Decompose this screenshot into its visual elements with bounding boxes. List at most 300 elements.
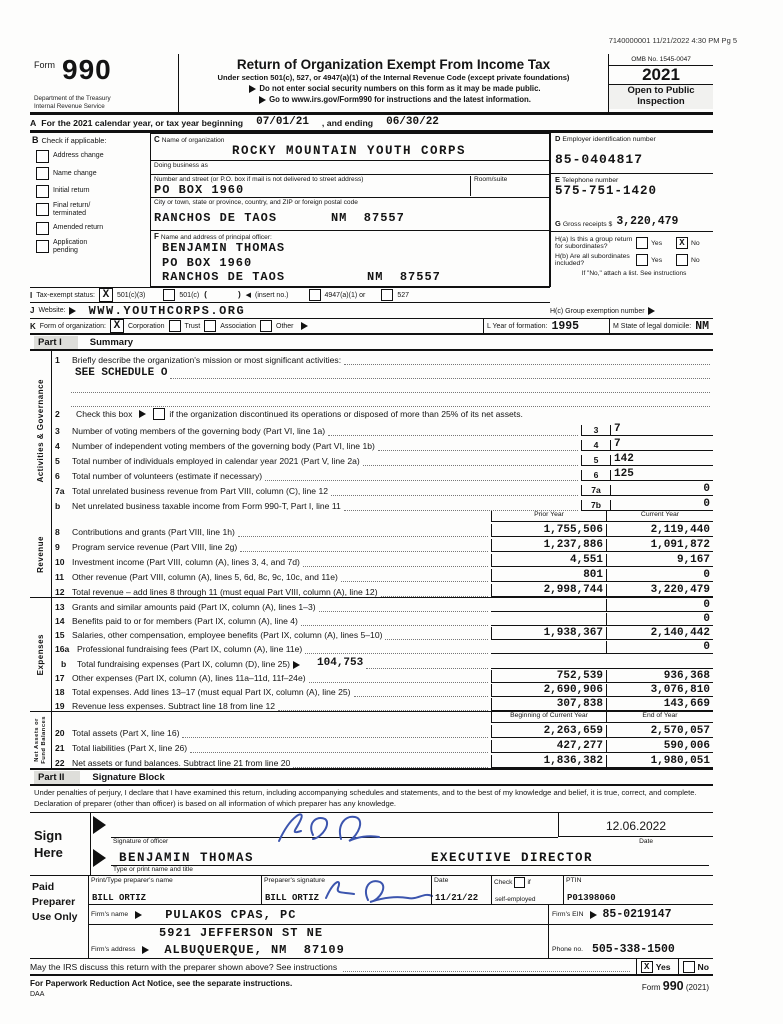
- preparer-row-1: [89, 876, 713, 905]
- domicile-field[interactable]: NM: [695, 319, 710, 333]
- mission-blank-row: [55, 393, 713, 407]
- city-row: [151, 197, 549, 230]
- current-value: 0: [606, 613, 713, 626]
- mission-blank-row: [55, 379, 713, 393]
- governance-section: [30, 351, 713, 511]
- application-pending-option: [36, 239, 150, 254]
- row-a-text2: , and ending: [321, 118, 374, 128]
- dotted-leader: [71, 397, 710, 407]
- room-suite-label: Room/suite: [474, 176, 508, 183]
- ptin-label: PTIN: [566, 877, 582, 884]
- status-501c3-label: 501(c)(3): [116, 291, 146, 299]
- mission-value-row: [55, 365, 713, 379]
- current-value: 0: [606, 641, 713, 654]
- prior-value: 1,237,886: [491, 539, 606, 552]
- room-suite-cell: [470, 176, 546, 196]
- option-label: Address change: [53, 152, 104, 160]
- org-name-label: [154, 135, 546, 144]
- department-lines: [34, 95, 111, 110]
- dotted-leader: [238, 527, 488, 537]
- summary-row-4: [55, 436, 713, 451]
- sign-here-block: [30, 813, 713, 876]
- hb-row: [555, 253, 713, 267]
- paid-preparer-main: [89, 876, 713, 958]
- dotted-leader: [319, 602, 488, 612]
- option-label: Final return/ terminated: [53, 202, 91, 217]
- summary-row-6: [55, 466, 713, 481]
- insert-no-paren: ( ): [203, 290, 242, 300]
- final-return-option: [36, 202, 150, 217]
- hb-no-label: No: [691, 256, 700, 264]
- dotted-leader: [354, 687, 489, 697]
- expenses-content: [52, 598, 713, 711]
- preparer-date-label: Date: [434, 877, 449, 884]
- c-prefix: C: [154, 135, 160, 144]
- telephone-box: [550, 173, 713, 197]
- net-assets-label-1: Net Assets or: [33, 718, 40, 762]
- firm-name-value: PULAKOS CPAS, PC: [165, 907, 297, 922]
- dba-label: Doing business as: [154, 162, 208, 169]
- dotted-leader: [301, 616, 488, 626]
- ptin-cell[interactable]: [563, 876, 657, 904]
- association-checkbox[interactable]: [204, 320, 216, 332]
- tax-year-row: [30, 115, 713, 133]
- prior-value: 1,755,506: [491, 524, 606, 537]
- arrow-icon: [135, 911, 142, 919]
- dotted-leader: [71, 383, 710, 393]
- form-number: 990: [62, 54, 112, 85]
- fundraising-expenses-value: 104,753: [317, 657, 364, 669]
- line-label: Total fundraising expenses (Part IX, column (D), line 25): [77, 659, 291, 669]
- arrow-icon: [648, 307, 655, 315]
- group-exemption-cell: [550, 307, 713, 315]
- line-value: 7: [611, 423, 713, 436]
- arrow-icon: [69, 307, 76, 315]
- corporation-checkbox[interactable]: X: [110, 319, 124, 333]
- line-label: Program service revenue (Part VIII, line 2g): [72, 542, 238, 552]
- line-label: Benefits paid to or for members (Part IX, column (A), line 4): [72, 616, 298, 626]
- dotted-leader: [344, 355, 710, 365]
- dotted-leader: [378, 441, 578, 451]
- preparer-row-2: [89, 905, 713, 925]
- summary-row-16b: [55, 654, 713, 669]
- line-label: Total number of individuals employed in calendar year 2021 (Part V, line 2a): [72, 456, 360, 466]
- summary-row-17: [55, 669, 713, 683]
- f-label-text: Name and address of principal officer:: [160, 234, 272, 241]
- part2-label: Part II: [34, 771, 80, 784]
- line-number: 7a: [55, 486, 65, 496]
- current-value: 2,119,440: [606, 524, 713, 537]
- check-if-applicable-box: [30, 133, 150, 287]
- revenue-sidebar: [30, 511, 52, 597]
- status-501c-label: 501(c): [179, 291, 200, 299]
- expenses-sidebar: [30, 598, 52, 711]
- summary-row-16a: [55, 640, 713, 654]
- arrow-icon: [590, 911, 597, 919]
- option-label: Initial return: [53, 187, 90, 195]
- line-number: 14: [55, 616, 65, 626]
- prior-value: 307,838: [491, 698, 606, 711]
- box-b-label: Check if applicable:: [41, 136, 107, 145]
- omb-number: OMB No. 1545-0047: [609, 54, 713, 66]
- yes-label: Yes: [655, 961, 671, 972]
- year-column-headers: [55, 511, 713, 522]
- discuss-no-cell: [678, 959, 713, 974]
- option-label: Name change: [53, 169, 97, 177]
- trust-checkbox[interactable]: [169, 320, 181, 332]
- line-number-box: 6: [581, 470, 611, 481]
- address-change-option: [36, 150, 150, 163]
- may-discuss-row: [30, 959, 713, 976]
- officer-address-field[interactable]: PO BOX 1960: [162, 255, 253, 270]
- summary-row-14: [55, 612, 713, 626]
- discontinued-pre-text: Check this box: [76, 409, 133, 419]
- firm-address-label: Firm's address: [91, 946, 136, 953]
- self-employed-label: self-employed: [495, 896, 536, 903]
- line-label: Net unrelated business taxable income from Form 990-T, Part I, line 11: [72, 501, 341, 511]
- line-number: 21: [55, 743, 65, 753]
- arrow-icon: [249, 85, 256, 93]
- line-number-box: 5: [581, 455, 611, 466]
- line-label: Professional fundraising fees (Part IX, column (A), line 11e): [77, 644, 303, 654]
- address-change-checkbox[interactable]: [36, 150, 49, 163]
- bullet-2-text: Go to www.irs.gov/Form990 for instructions and the latest information.: [269, 95, 531, 104]
- line-label: Total number of volunteers (estimate if necessary): [72, 471, 263, 481]
- dotted-leader: [341, 572, 488, 582]
- org-name-field[interactable]: ROCKY MOUNTAIN YOUTH CORPS: [232, 144, 467, 158]
- dotted-leader: [293, 758, 488, 768]
- date-label: Date: [639, 838, 653, 845]
- prior-year-header: Prior Year: [491, 511, 606, 522]
- summary-row-12: [55, 582, 713, 597]
- officer-date-cell[interactable]: [558, 813, 713, 837]
- street-label: Number and street (or P.O. box if mail is not delivered to street address): [154, 176, 364, 183]
- preparer-name-cell[interactable]: [89, 876, 261, 904]
- self-employed-checkbox[interactable]: [514, 877, 525, 888]
- open-line-2: Inspection: [637, 95, 685, 107]
- line-number-box: 3: [581, 425, 611, 436]
- g-prefix: G: [555, 219, 561, 228]
- street-field[interactable]: PO BOX 1960: [154, 183, 245, 197]
- dotted-leader: [303, 557, 488, 567]
- shaded-cell: [491, 668, 606, 669]
- final-return-checkbox[interactable]: [36, 203, 49, 216]
- dotted-leader: [190, 743, 488, 753]
- use-only-word: Use Only: [32, 911, 78, 923]
- prior-value: 2,690,906: [491, 684, 606, 697]
- line-number: 4: [55, 441, 60, 451]
- status-501c3-checkbox[interactable]: X: [99, 288, 113, 302]
- officer-signature: [261, 805, 421, 849]
- form-header: [30, 54, 713, 115]
- dotted-leader: [366, 659, 488, 669]
- website-url[interactable]: WWW.YOUTHCORPS.ORG: [88, 303, 246, 318]
- ha-yes-label: Yes: [651, 239, 663, 247]
- entity-info-grid: [30, 133, 713, 333]
- may-discuss-text: May the IRS discuss this return with the preparer shown above? See instructions: [30, 961, 338, 972]
- discontinued-checkbox[interactable]: [153, 408, 165, 420]
- summary-row-5: [55, 451, 713, 466]
- line-number: 19: [55, 701, 65, 711]
- d-prefix: D: [555, 134, 561, 143]
- current-value: 143,669: [606, 698, 713, 711]
- amended-return-checkbox[interactable]: [36, 222, 49, 235]
- header-bullet-1: [179, 84, 608, 93]
- status-4947-checkbox[interactable]: [309, 289, 321, 301]
- firm-street-value: 5921 JEFFERSON ST NE: [159, 926, 324, 940]
- line-label: Other expenses (Part IX, column (A), lines 11a–11d, 11f–24e): [72, 673, 306, 683]
- line-number: 15: [55, 630, 65, 640]
- line-value: 0: [611, 483, 713, 496]
- mission-label-row: [55, 351, 713, 365]
- firm-name-cell[interactable]: [89, 908, 548, 922]
- dotted-leader: [363, 456, 578, 466]
- domicile-label: M State of legal domicile:: [613, 322, 692, 330]
- line-number: 8: [55, 527, 60, 537]
- prior-value: 1,938,367: [491, 627, 606, 640]
- group-return-box: [550, 231, 713, 287]
- option-label: Application pending: [53, 239, 88, 254]
- trust-label: Trust: [184, 322, 201, 330]
- header-bullet-2: [179, 95, 608, 104]
- website-label: Website:: [38, 307, 66, 314]
- line-number: 22: [55, 758, 65, 768]
- net-column-headers: [55, 712, 713, 723]
- current-value: 3,220,479: [606, 584, 713, 597]
- begin-date-field[interactable]: 07/01/21: [256, 116, 309, 128]
- ha-row: [555, 236, 713, 250]
- amended-return-option: [36, 222, 150, 235]
- arrow-icon: [301, 322, 308, 330]
- phone-cell[interactable]: [548, 941, 713, 958]
- tax-exempt-status-row: [30, 287, 550, 303]
- officer-city-field[interactable]: RANCHOS DE TAOS NM 87557: [162, 270, 441, 284]
- dotted-leader: [265, 471, 578, 481]
- line-label: Grants and similar amounts paid (Part IX, column (A), lines 1–3): [72, 602, 316, 612]
- governance-content: [52, 351, 713, 511]
- ha-no-label: No: [691, 239, 700, 247]
- telephone-field[interactable]: 575-751-1420: [555, 184, 658, 198]
- firm-name-label: Firm's name: [91, 911, 129, 918]
- form-header-left: [30, 54, 178, 112]
- formation-year-field[interactable]: 1995: [551, 319, 580, 333]
- gross-receipts-box: [550, 197, 713, 231]
- org-type-options: [30, 319, 483, 333]
- part1-label: Part I: [34, 336, 78, 349]
- officer-box-label: [154, 232, 546, 241]
- line-number: b: [61, 659, 67, 669]
- row-a-text1: For the 2021 calendar year, or tax year beginning: [41, 118, 244, 128]
- ein-field[interactable]: 85-0404817: [555, 152, 644, 167]
- paid-preparer-label: [30, 876, 89, 958]
- box-b-prefix: B: [32, 135, 39, 145]
- j-prefix: J: [30, 306, 35, 315]
- line-number: 18: [55, 687, 65, 697]
- c-label-text: Name of organization: [161, 137, 225, 144]
- name-change-checkbox[interactable]: [36, 167, 49, 180]
- discontinued-row: [55, 407, 713, 421]
- preparer-word: Preparer: [32, 896, 76, 908]
- sign-word: Sign: [34, 828, 63, 843]
- organization-box: [150, 133, 550, 231]
- shaded-cell: [606, 668, 713, 669]
- preparer-row-3: [89, 925, 713, 941]
- hb-yes-checkbox[interactable]: [636, 254, 648, 266]
- tax-year: 2021: [642, 65, 680, 84]
- ptin-value: P01398060: [567, 893, 616, 903]
- current-value: 9,167: [606, 554, 713, 567]
- d-label-text: Employer identification number: [562, 136, 656, 143]
- line-label: Total revenue – add lines 8 through 11 (must equal Part VIII, column (A), line 12): [72, 587, 378, 597]
- initial-return-checkbox[interactable]: [36, 185, 49, 198]
- hb-note: If "No," attach a list. See instructions: [581, 270, 687, 277]
- sign-here-main: [91, 813, 713, 875]
- paid-preparer-block: [30, 876, 713, 959]
- end-value: 2,570,057: [606, 725, 713, 738]
- line-number: 16a: [55, 644, 70, 654]
- footer-form-number: 990: [662, 979, 684, 993]
- sign-here-label: [30, 813, 91, 875]
- summary-row-20: [55, 723, 713, 738]
- year-of-formation-cell: [483, 319, 609, 333]
- line-label: Number of voting members of the governing body (Part VI, line 1a): [72, 426, 326, 436]
- city-field[interactable]: RANCHOS DE TAOS: [154, 211, 278, 225]
- gross-receipts-field[interactable]: 3,220,479: [616, 215, 679, 228]
- line-number: 13: [55, 602, 65, 612]
- line-number: 10: [55, 557, 65, 567]
- open-to-public: [609, 84, 713, 109]
- line-label: Total liabilities (Part X, line 26): [72, 743, 188, 753]
- line-number: 9: [55, 542, 60, 552]
- hb-label: H(b) Are all subordinates included?: [555, 253, 630, 267]
- line-label: Investment income (Part VIII, column (A), lines 3, 4, and 7d): [72, 557, 300, 567]
- preparer-name-label: Print/Type preparer's name: [91, 877, 173, 884]
- preparer-signature-cell[interactable]: [261, 876, 431, 904]
- arrow-icon: [139, 410, 146, 418]
- paid-word: Paid: [32, 881, 55, 893]
- arrow-icon: [293, 661, 300, 669]
- line-label: Total expenses. Add lines 13–17 (must equal Part IX, column (A), line 25): [72, 687, 351, 697]
- ha-yes-checkbox[interactable]: [636, 237, 648, 249]
- insert-no-label: (insert no.): [255, 291, 289, 299]
- status-527-label: 527: [397, 291, 410, 299]
- footer-form-year: (2021): [685, 983, 709, 992]
- part2-header: [30, 768, 713, 786]
- k-prefix: K: [30, 321, 36, 331]
- discontinued-post-text: if the organization discontinued its operations or disposed of more than 25% of its net assets.: [169, 409, 523, 419]
- dept-line-1: Department of the Treasury: [34, 95, 111, 102]
- summary-row-7a: [55, 481, 713, 496]
- line-number-box: 7a: [581, 485, 611, 496]
- officer-sign-date: 12.06.2022: [605, 819, 667, 833]
- form-subtitle: Under section 501(c), 527, or 4947(a)(1) of the Internal Revenue Code (except private foundations): [217, 73, 570, 82]
- officer-printed-name: BENJAMIN THOMAS: [119, 851, 255, 865]
- line-value: 0: [611, 498, 713, 511]
- line-number: 2: [55, 409, 60, 419]
- footer-right: [642, 979, 713, 998]
- city-label: City or town, state or province, country, and ZIP or foreign postal code: [154, 199, 358, 206]
- other-checkbox[interactable]: [260, 320, 272, 332]
- end-date-field[interactable]: 06/30/22: [386, 116, 439, 128]
- org-type-row: [30, 318, 713, 333]
- arrow-icon: [93, 816, 106, 834]
- current-year-header: Current Year: [606, 511, 713, 522]
- line-label: Revenue less expenses. Subtract line 18 from line 12: [72, 701, 276, 711]
- other-label: Other: [276, 322, 294, 330]
- box-b-title: [30, 133, 150, 145]
- end-value: 1,980,051: [606, 755, 713, 768]
- mission-label: Briefly describe the organization's mission or most significant activities:: [72, 355, 342, 365]
- net-assets-label-2: Fund Balances: [40, 716, 47, 764]
- end-of-year-header: End of Year: [606, 712, 713, 723]
- prior-value: 752,539: [491, 670, 606, 683]
- line-value: 7: [611, 438, 713, 451]
- tax-exempt-label: Tax-exempt status:: [36, 291, 95, 299]
- dotted-leader: [240, 542, 488, 552]
- line-number: 20: [55, 728, 65, 738]
- firm-address-cell[interactable]: [89, 943, 548, 957]
- officer-name-field[interactable]: BENJAMIN THOMAS: [162, 241, 286, 255]
- line-label: Total unrelated business revenue from Part VIII, column (C), line 12: [72, 486, 329, 496]
- dept-line-2: Internal Revenue Service: [34, 102, 105, 110]
- current-value: 0: [606, 569, 713, 582]
- prior-value: [491, 653, 606, 654]
- preparer-row-4: [89, 941, 713, 958]
- state-zip-field[interactable]: NM 87557: [330, 211, 405, 225]
- line-number: b: [55, 501, 61, 511]
- dotted-leader: [344, 501, 578, 511]
- revenue-section: [30, 511, 713, 598]
- discuss-yes-checkbox[interactable]: X: [641, 961, 653, 973]
- hb-no-checkbox[interactable]: [676, 254, 688, 266]
- application-pending-checkbox[interactable]: [36, 240, 49, 253]
- gross-receipts-label: [555, 219, 612, 228]
- hc-label: H(c) Group exemption number: [550, 307, 645, 315]
- ein-box: [550, 133, 713, 173]
- mission-value-field[interactable]: SEE SCHEDULE O: [75, 367, 168, 379]
- begin-value: 427,277: [491, 740, 606, 753]
- initial-return-option: [36, 185, 150, 198]
- website-row: [30, 303, 713, 318]
- firm-ein-label: Firm's EIN: [552, 911, 584, 918]
- line-number: 5: [55, 456, 60, 466]
- preparer-date-cell[interactable]: [431, 876, 491, 904]
- end-value: 590,006: [606, 740, 713, 753]
- line-number: 3: [55, 426, 60, 436]
- line-number: 1: [55, 355, 60, 365]
- type-print-label: Type or print name and title: [113, 866, 193, 873]
- status-527-checkbox[interactable]: [381, 289, 393, 301]
- footer-left: [30, 979, 292, 998]
- firm-ein-cell[interactable]: [548, 905, 713, 924]
- preparer-name-value: BILL ORTIZ: [92, 893, 147, 903]
- self-employed-cell: [491, 876, 563, 904]
- dotted-leader: [385, 630, 488, 640]
- ha-no-checkbox[interactable]: X: [676, 237, 688, 249]
- form-word: Form: [34, 60, 55, 70]
- summary-row-10: [55, 552, 713, 567]
- discuss-no-checkbox[interactable]: [683, 961, 695, 973]
- status-501c-checkbox[interactable]: [163, 289, 175, 301]
- net-assets-sidebar: [30, 712, 52, 768]
- dotted-leader: [343, 962, 630, 972]
- line-label: Number of independent voting members of the governing body (Part VI, line 1b): [72, 441, 375, 451]
- preparer-signature-name: BILL ORTIZ: [265, 893, 320, 903]
- mission-block: [55, 351, 713, 407]
- current-value: 936,368: [606, 670, 713, 683]
- street-main: [154, 176, 470, 196]
- form-header-right: [609, 54, 713, 112]
